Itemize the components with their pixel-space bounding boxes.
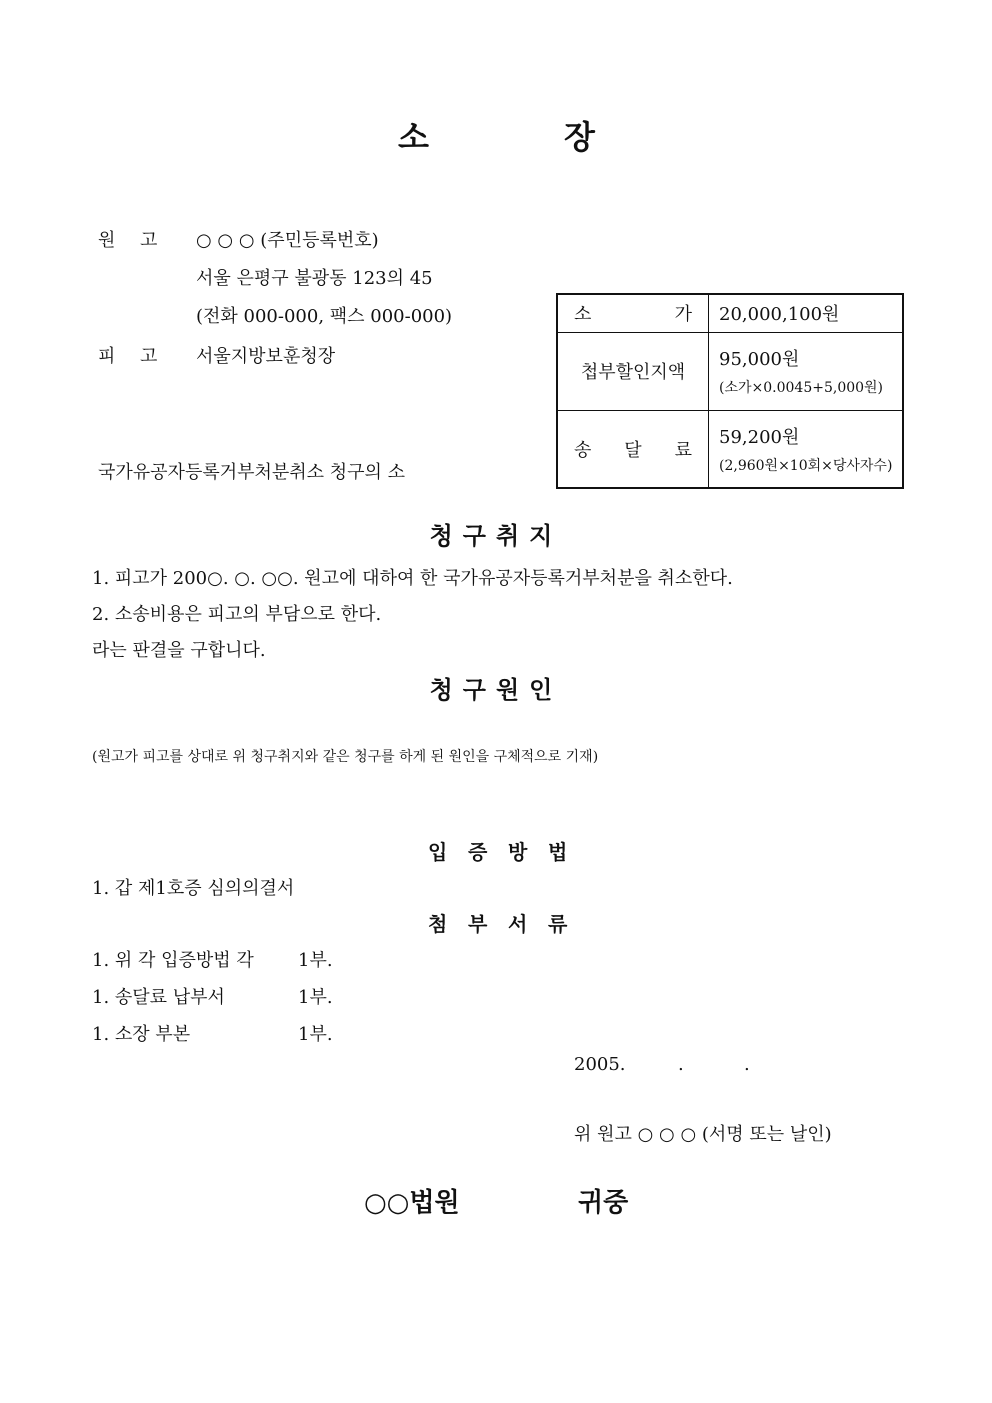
claim-item-2: 2. 소송비용은 피고의 부담으로 한다. (92, 604, 382, 625)
attachments-heading-char: 부 (468, 912, 488, 936)
evidence-item: 1. 갑 제1호증 심의의결서 (92, 878, 295, 899)
evidence-heading-char: 법 (548, 840, 568, 864)
fee-row-value (557, 294, 903, 332)
claim-closing: 라는 판결을 구합니다. (92, 640, 266, 661)
attachment-count: 1부. (298, 950, 333, 971)
attachments-heading-char: 서 (508, 912, 528, 936)
attachment-name: 1. 송달료 납부서 (92, 987, 225, 1008)
date-month-separator: . (678, 1054, 684, 1075)
attachment-count: 1부. (298, 987, 333, 1008)
court-name: ○○법원 (364, 1188, 460, 1218)
defendant-label-char-1: 피 (98, 346, 116, 367)
fee-label-char: 달 (624, 439, 642, 461)
court-suffix: 귀중 (578, 1188, 629, 1218)
fee-label-cell (557, 332, 709, 410)
attachments-heading-char: 첨 (428, 912, 448, 936)
fee-label-cell (557, 294, 709, 332)
evidence-heading-char: 증 (468, 840, 488, 864)
fee-label-char: 가 (674, 304, 692, 326)
signature-line: 위 원고 ○ ○ ○ (서명 또는 날인) (574, 1124, 832, 1145)
claim-purpose-heading: 청구취지 (429, 521, 563, 550)
fee-row-stamp (557, 332, 903, 410)
date-year: 2005. (574, 1054, 626, 1075)
attachment-count: 1부. (298, 1024, 333, 1045)
attachment-name: 1. 소장 부본 (92, 1024, 191, 1045)
claim-cause-note: (원고가 피고를 상대로 위 청구취지와 같은 청구를 하게 된 원인을 구체적으로 기재) (92, 749, 599, 765)
evidence-heading-char: 입 (428, 840, 448, 864)
attachment-name: 1. 위 각 입증방법 각 (92, 950, 254, 971)
fee-value-cell (709, 294, 904, 332)
stamp-formula: (소가×0.0045+5,000원) (719, 380, 884, 396)
stamp-amount: 95,000원 (719, 349, 800, 370)
service-fee-amount: 59,200원 (719, 426, 800, 448)
fee-value-cell (709, 332, 904, 410)
fee-label-text: 첩부할인지액 (580, 362, 686, 383)
fee-label-char: 송 (574, 439, 592, 461)
fee-row-service (557, 410, 903, 488)
document-title-left: 소 (398, 118, 429, 156)
attachments-heading-char: 류 (548, 912, 568, 936)
case-name: 국가유공자등록거부처분취소 청구의 소 (98, 462, 406, 483)
service-fee-formula: (2,960원×10회×당사자수) (719, 457, 893, 474)
claim-item-1: 1. 피고가 200○. ○. ○○. 원고에 대하여 한 국가유공자등록거부처분을 취소한다. (92, 568, 733, 589)
plaintiff-label-char-1: 원 (98, 230, 116, 251)
fee-value-cell (709, 410, 904, 488)
fee-table (556, 293, 904, 489)
date-day-separator: . (744, 1054, 750, 1075)
defendant-name: 서울지방보훈청장 (196, 346, 336, 367)
defendant-label-char-2: 고 (140, 346, 158, 367)
fee-label-char: 소 (574, 304, 592, 326)
claim-cause-heading: 청구원인 (429, 675, 563, 704)
document-title-right: 장 (564, 118, 595, 156)
fee-label-char: 료 (674, 439, 692, 461)
claim-value: 20,000,100원 (719, 304, 840, 326)
fee-label-cell (557, 410, 709, 488)
plaintiff-address: 서울 은평구 불광동 123의 45 (196, 268, 433, 289)
plaintiff-label-char-2: 고 (140, 230, 158, 251)
evidence-heading-char: 방 (508, 840, 528, 864)
plaintiff-contact: (전화 000-000, 팩스 000-000) (196, 306, 453, 327)
plaintiff-name: ○ ○ ○ (주민등록번호) (196, 230, 379, 251)
